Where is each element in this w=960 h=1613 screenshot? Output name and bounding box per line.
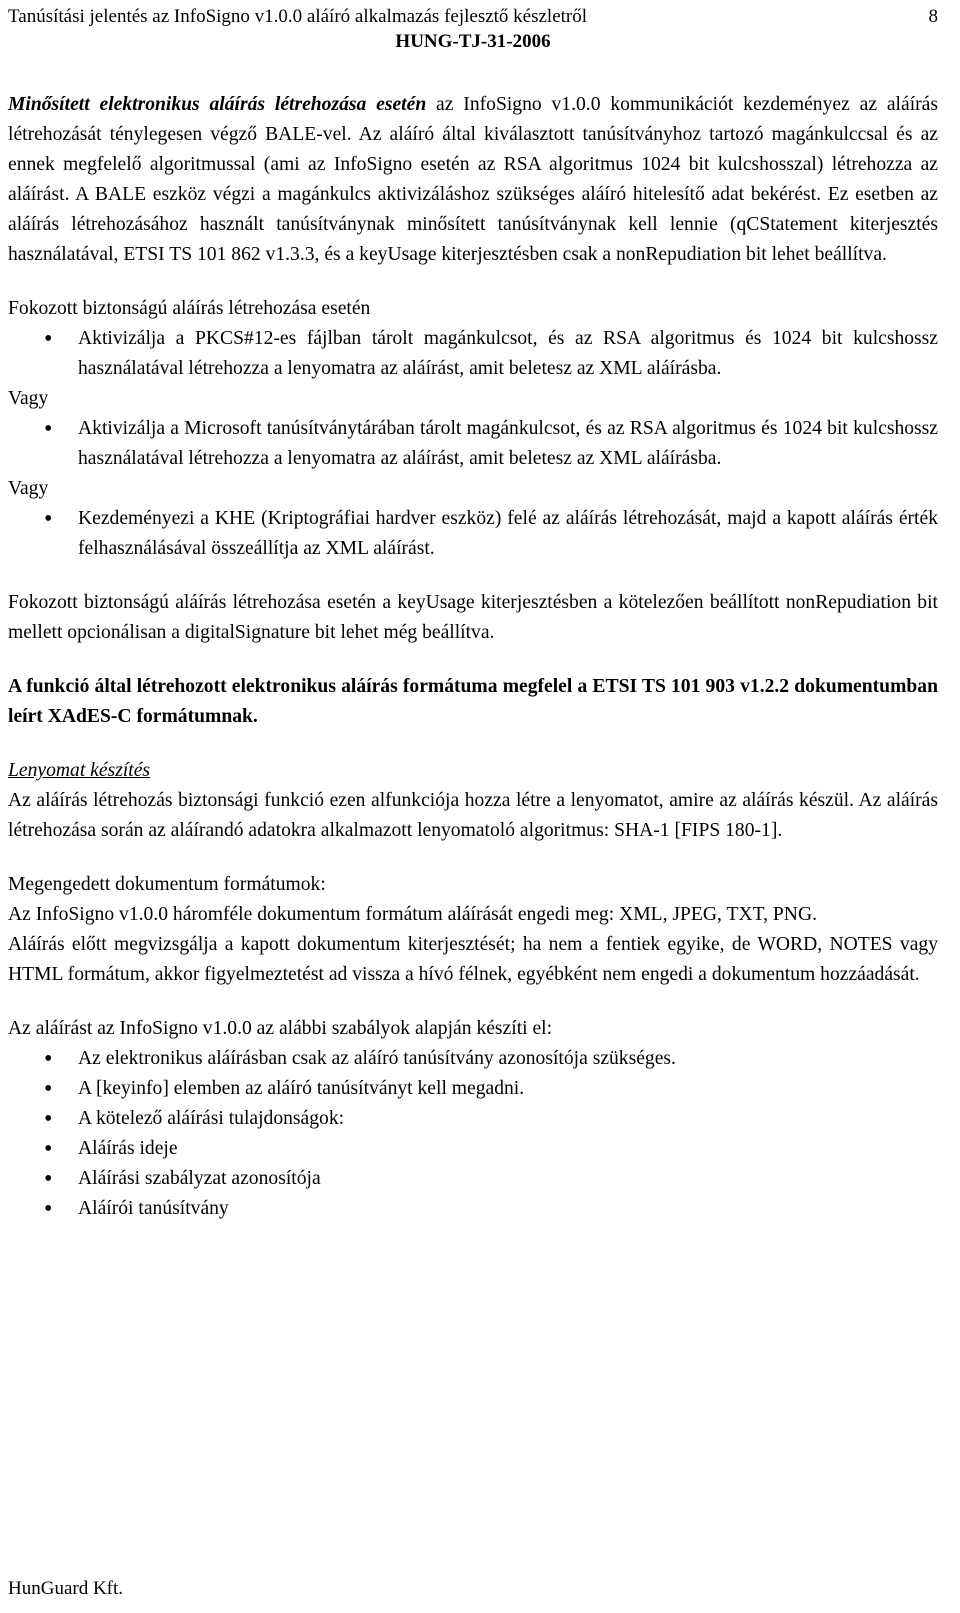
formats-title: Megengedett dokumentum formátumok: (8, 874, 326, 895)
document-body (8, 90, 938, 1224)
formats-line-2: Aláírás előtt megvizsgálja a kapott dokumentum kiterjesztését; ha nem a fentiek egyike, de WORD, NOTES vagy HTML formátum, akkor figyelmeztetést ad vissza a hívó félnek, egyébként nem engedi a dokumentum hozzáadását. (8, 934, 938, 985)
or-label: Vagy (8, 478, 49, 499)
list-item: • Aláírás ideje (8, 1134, 938, 1164)
list-item: • A [keyinfo] elemben az aláíró tanúsítványt kell megadni. (8, 1074, 938, 1104)
rules-list (8, 1044, 938, 1224)
paragraph-format: A funkció által létrehozott elektronikus aláírás formátuma megfelel a ETSI TS 101 903 v1.2.2 dokumentumban leírt XAdES-C formátumnak. (8, 676, 938, 727)
section-heading-hash: Lenyomat készítés (8, 760, 151, 781)
advanced-option-list-3 (8, 504, 938, 564)
list-item: • A kötelező aláírási tulajdonságok: (8, 1104, 938, 1134)
qualified-signature-lead: Minősített elektronikus aláírás létrehozása esetén (8, 94, 427, 115)
advanced-option-list-1 (8, 324, 938, 384)
advanced-option-list-2 (8, 414, 938, 474)
list-item: • Aktivizálja a PKCS#12-es fájlban tárolt magánkulcsot, és az RSA algoritmus és 1024 bit kulcshossz használatával létrehozza a lenyomatra az aláírást, amit beletesz az XML aláírásba. (8, 324, 938, 384)
or-label: Vagy (8, 388, 49, 409)
page-number: 8 (928, 6, 938, 27)
rules-intro: Az aláírást az InfoSigno v1.0.0 az alábbi szabályok alapján készíti el: (8, 1018, 553, 1039)
paragraph-hash: Az aláírás létrehozás biztonsági funkció ezen alfunkciója hozza létre a lenyomatot, amire az aláírás készül. Az aláírás létrehozása során az aláírandó adatokra alkalmazott lenyomatoló algoritmus: SHA-1 [FIPS 180-1]. (8, 790, 938, 841)
list-item: • Aláírói tanúsítvány (8, 1194, 938, 1224)
paragraph-keyusage: Fokozott biztonságú aláírás létrehozása esetén a keyUsage kiterjesztésben a kötelezően beállított nonRepudiation bit mellett opcionálisan a digitalSignature bit lehet még beállítva. (8, 592, 938, 643)
paragraph-qualified-signature (8, 90, 938, 270)
header-title: Tanúsítási jelentés az InfoSigno v1.0.0 aláíró alkalmazás fejlesztő készletről (8, 6, 588, 27)
advanced-signature-intro: Fokozott biztonságú aláírás létrehozása esetén (8, 298, 371, 319)
list-item: • Az elektronikus aláírásban csak az aláíró tanúsítvány azonosítója szükséges. (8, 1044, 938, 1074)
document-code: HUNG-TJ-31-2006 (395, 31, 551, 52)
list-item: • Aláírási szabályzat azonosítója (8, 1164, 938, 1194)
list-item: • Kezdeményezi a KHE (Kriptográfiai hardver eszköz) felé az aláírás létrehozását, majd a kapott aláírás érték felhasználásával összeállítja az XML aláírást. (8, 504, 938, 564)
page-footer: HunGuard Kft. (8, 1578, 124, 1599)
qualified-signature-text: az InfoSigno v1.0.0 kommunikációt kezdeményez az aláírás létrehozását ténylegesen végző BALE-vel. Az aláíró által kiválasztott tanúsítványhoz tartozó magánkulccsal és az ennek megfelelő algoritmussal (ami az InfoSigno esetén az RSA algoritmus 1024 bit kulcshosszal) létrehozza az aláírást. A BALE eszköz végzi a magánkulcs aktivizáláshoz szükséges aláíró hitelesítő adat bekérést. Ez esetben az aláírás létrehozásához használt tanúsítványnak minősített tanúsítványnak kell lennie (qCStatement kiterjesztés használatával, ETSI TS 101 862 v1.3.3, és a keyUsage kiterjesztésben csak a nonRepudiation bit lehet beállítva. (8, 94, 938, 265)
list-item: • Aktivizálja a Microsoft tanúsítványtárában tárolt magánkulcsot, és az RSA algoritmus és 1024 bit kulcshossz használatával létrehozza a lenyomatra az aláírást, amit beletesz az XML aláírásba. (8, 414, 938, 474)
formats-line-1: Az InfoSigno v1.0.0 háromféle dokumentum formátum aláírását engedi meg: XML, JPEG, TXT, PNG. (8, 904, 817, 925)
